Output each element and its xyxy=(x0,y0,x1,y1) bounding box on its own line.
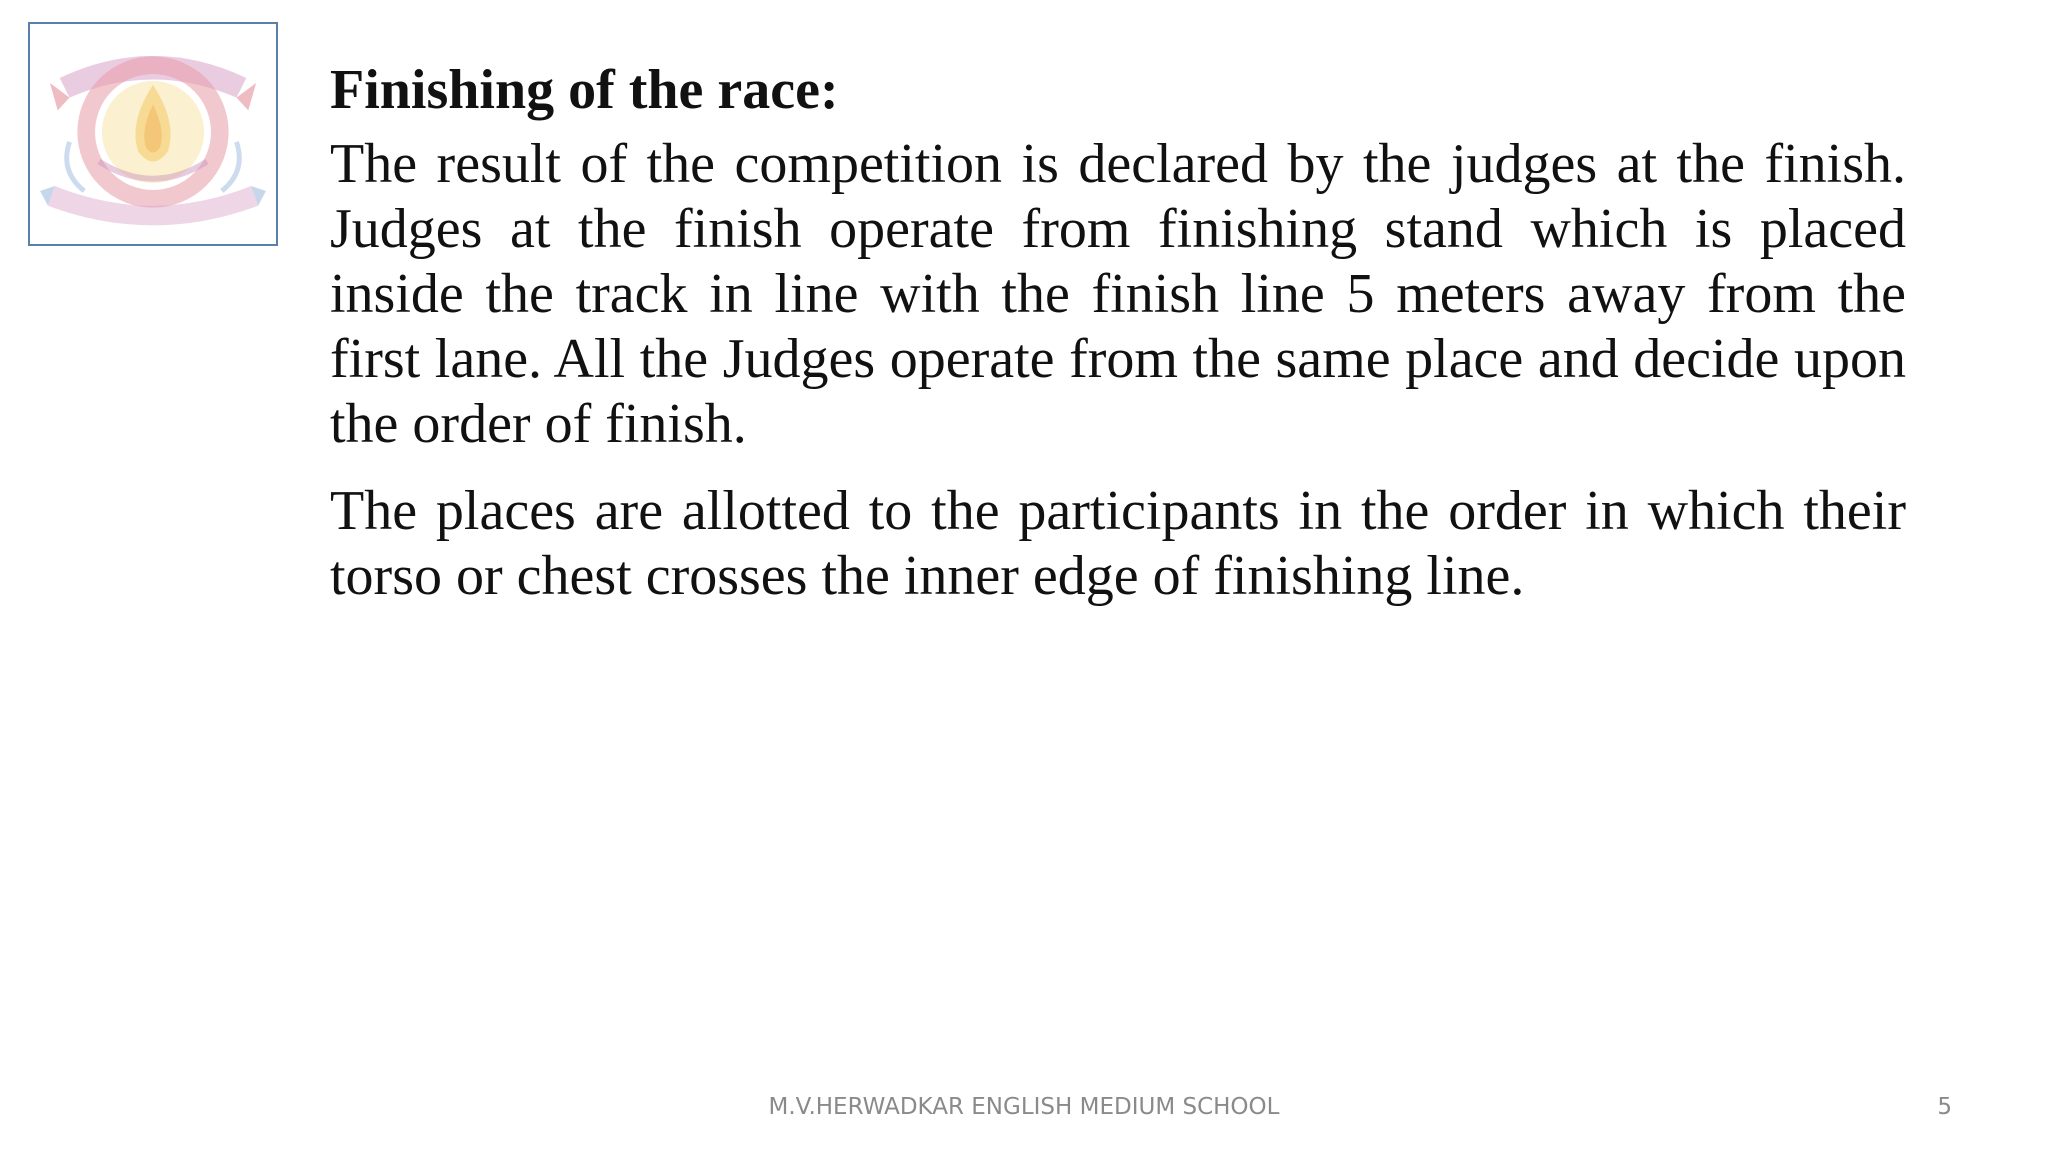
slide-heading: Finishing of the race: xyxy=(330,59,839,121)
school-logo xyxy=(28,22,278,246)
page-number: 5 xyxy=(1937,1094,1952,1120)
paragraph-places: The places are allotted to the participants in the order in which their torso or chest crosses the inner edge of finishing line. xyxy=(330,480,1906,607)
paragraph-result: The result of the competition is declared by the judges at the finish. Judges at the finish operate from finishing stand which is placed inside the track in line with the finish line 5 meters away from the first lane. All the Judges operate from the same place and decide upon the order of finish. xyxy=(330,133,1906,455)
slide-content xyxy=(330,52,1906,631)
footer-school-name: M.V.HERWADKAR ENGLISH MEDIUM SCHOOL xyxy=(768,1094,1280,1120)
school-emblem-icon xyxy=(30,24,276,244)
